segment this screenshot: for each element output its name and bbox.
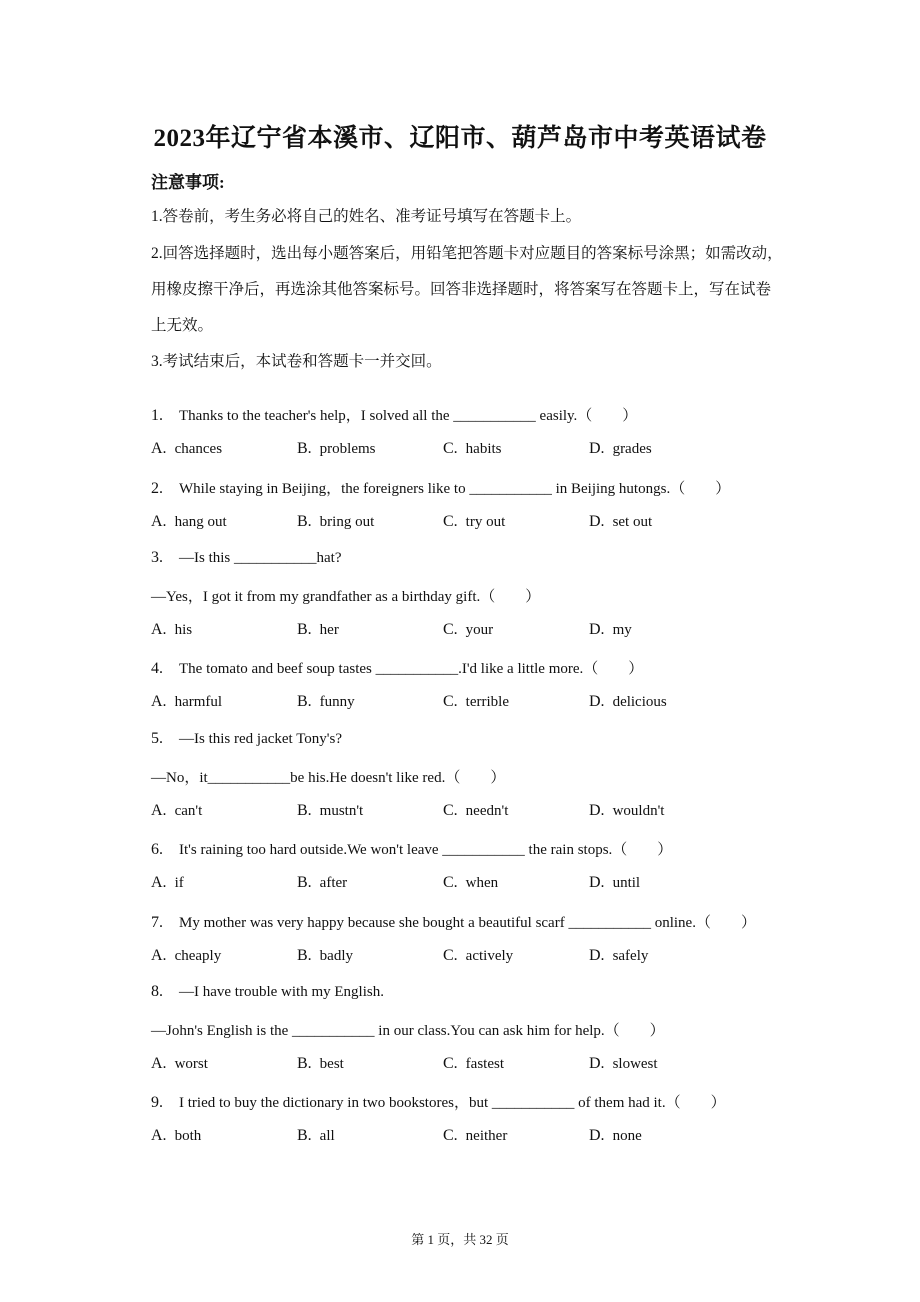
option-d[interactable]: D. slowest (589, 1055, 658, 1072)
option-c[interactable]: C. actively (443, 947, 514, 964)
question-3-stem (151, 549, 342, 567)
option-b[interactable]: B. all (297, 1127, 335, 1144)
question-number: 4. (151, 660, 163, 677)
question-number: 5. (151, 730, 163, 747)
option-a[interactable]: A. both (151, 1127, 202, 1144)
option-b[interactable]: B. funny (297, 693, 355, 710)
option-c[interactable]: C. needn't (443, 802, 509, 819)
question-7-stem (151, 911, 756, 932)
page-title: 2023年辽宁省本溪市、辽阳市、葫芦岛市中考英语试卷 (153, 125, 767, 152)
question-5-stem (151, 730, 342, 748)
option-b[interactable]: B. her (297, 621, 339, 638)
option-d[interactable]: D. grades (589, 440, 652, 457)
option-b[interactable]: B. bring out (297, 513, 375, 530)
notice-line: 3.考试结束后，本试卷和答题卡一并交回。 (151, 353, 442, 370)
notice-line: 上无效。 (151, 317, 214, 334)
option-c[interactable]: C. when (443, 874, 499, 891)
question-text: My mother was very happy because she bought a beautiful scarf ___________ online.（ ） (179, 915, 756, 931)
notice-line: 用橡皮擦干净后，再选涂其他答案标号。回答非选择题时，将答案写在答题卡上，写在试卷 (151, 281, 772, 298)
question-number: 3. (151, 549, 163, 566)
option-d[interactable]: D. delicious (589, 693, 667, 710)
question-number: 7. (151, 914, 163, 931)
question-text: —I have trouble with my English. (179, 984, 384, 1000)
option-c[interactable]: C. fastest (443, 1055, 504, 1072)
option-c[interactable]: C. try out (443, 513, 506, 530)
question-text: While staying in Beijing，the foreigners like to ___________ in Beijing hutongs.（ ） (179, 481, 731, 497)
question-number: 2. (151, 480, 163, 497)
option-b[interactable]: B. problems (297, 440, 376, 457)
question-5-stem-2: —No，it___________be his.He doesn't like red.（ ） (151, 770, 506, 786)
option-b[interactable]: B. after (297, 874, 348, 891)
page-footer: 第 1 页，共 32 页 (411, 1232, 509, 1247)
question-number: 9. (151, 1094, 163, 1111)
option-c[interactable]: C. habits (443, 440, 502, 457)
option-b[interactable]: B. best (297, 1055, 344, 1072)
question-number: 8. (151, 983, 163, 1000)
option-b[interactable]: B. mustn't (297, 802, 364, 819)
question-text: Thanks to the teacher's help，I solved all the ___________ easily.（ ） (179, 408, 638, 424)
question-number: 6. (151, 841, 163, 858)
question-text: —Is this red jacket Tony's? (179, 731, 343, 747)
question-6-stem (151, 838, 672, 859)
question-9-stem (151, 1091, 726, 1112)
question-3-stem-2: —Yes，I got it from my grandfather as a birthday gift.（ ） (151, 589, 541, 605)
option-d[interactable]: D. my (589, 621, 632, 638)
option-b[interactable]: B. badly (297, 947, 353, 964)
option-d[interactable]: D. set out (589, 513, 653, 530)
question-8-stem (151, 983, 384, 1001)
option-a[interactable]: A. cheaply (151, 947, 222, 964)
option-a[interactable]: A. his (151, 621, 193, 638)
question-text: The tomato and beef soup tastes ___________.I'd like a little more.（ ） (179, 661, 644, 677)
option-c[interactable]: C. your (443, 621, 494, 638)
question-1-stem (151, 404, 637, 425)
notice-line: 1.答卷前，考生务必将自己的姓名、准考证号填写在答题卡上。 (151, 208, 582, 225)
option-d[interactable]: D. none (589, 1127, 642, 1144)
option-d[interactable]: D. wouldn't (589, 802, 665, 819)
option-a[interactable]: A. can't (151, 802, 203, 819)
question-text: I tried to buy the dictionary in two bookstores，but ___________ of them had it.（ ） (179, 1095, 726, 1111)
question-text: —Is this ___________hat? (179, 550, 342, 566)
question-2-stem (151, 477, 730, 498)
option-a[interactable]: A. chances (151, 440, 223, 457)
notice-line: 2.回答选择题时，选出每小题答案后，用铅笔把答题卡对应题目的答案标号涂黑；如需改动， (151, 245, 783, 262)
option-c[interactable]: C. neither (443, 1127, 508, 1144)
option-a[interactable]: A. if (151, 874, 184, 891)
question-8-stem-2: —John's English is the ___________ in our class.You can ask him for help.（ ） (151, 1023, 665, 1039)
option-d[interactable]: D. safely (589, 947, 649, 964)
option-c[interactable]: C. terrible (443, 693, 509, 710)
option-a[interactable]: A. hang out (151, 513, 227, 530)
option-d[interactable]: D. until (589, 874, 641, 891)
question-4-stem (151, 657, 643, 678)
notice-heading: 注意事项: (151, 173, 225, 192)
option-a[interactable]: A. harmful (151, 693, 223, 710)
option-a[interactable]: A. worst (151, 1055, 208, 1072)
question-number: 1. (151, 407, 163, 424)
question-text: It's raining too hard outside.We won't leave ___________ the rain stops.（ ） (179, 842, 673, 858)
